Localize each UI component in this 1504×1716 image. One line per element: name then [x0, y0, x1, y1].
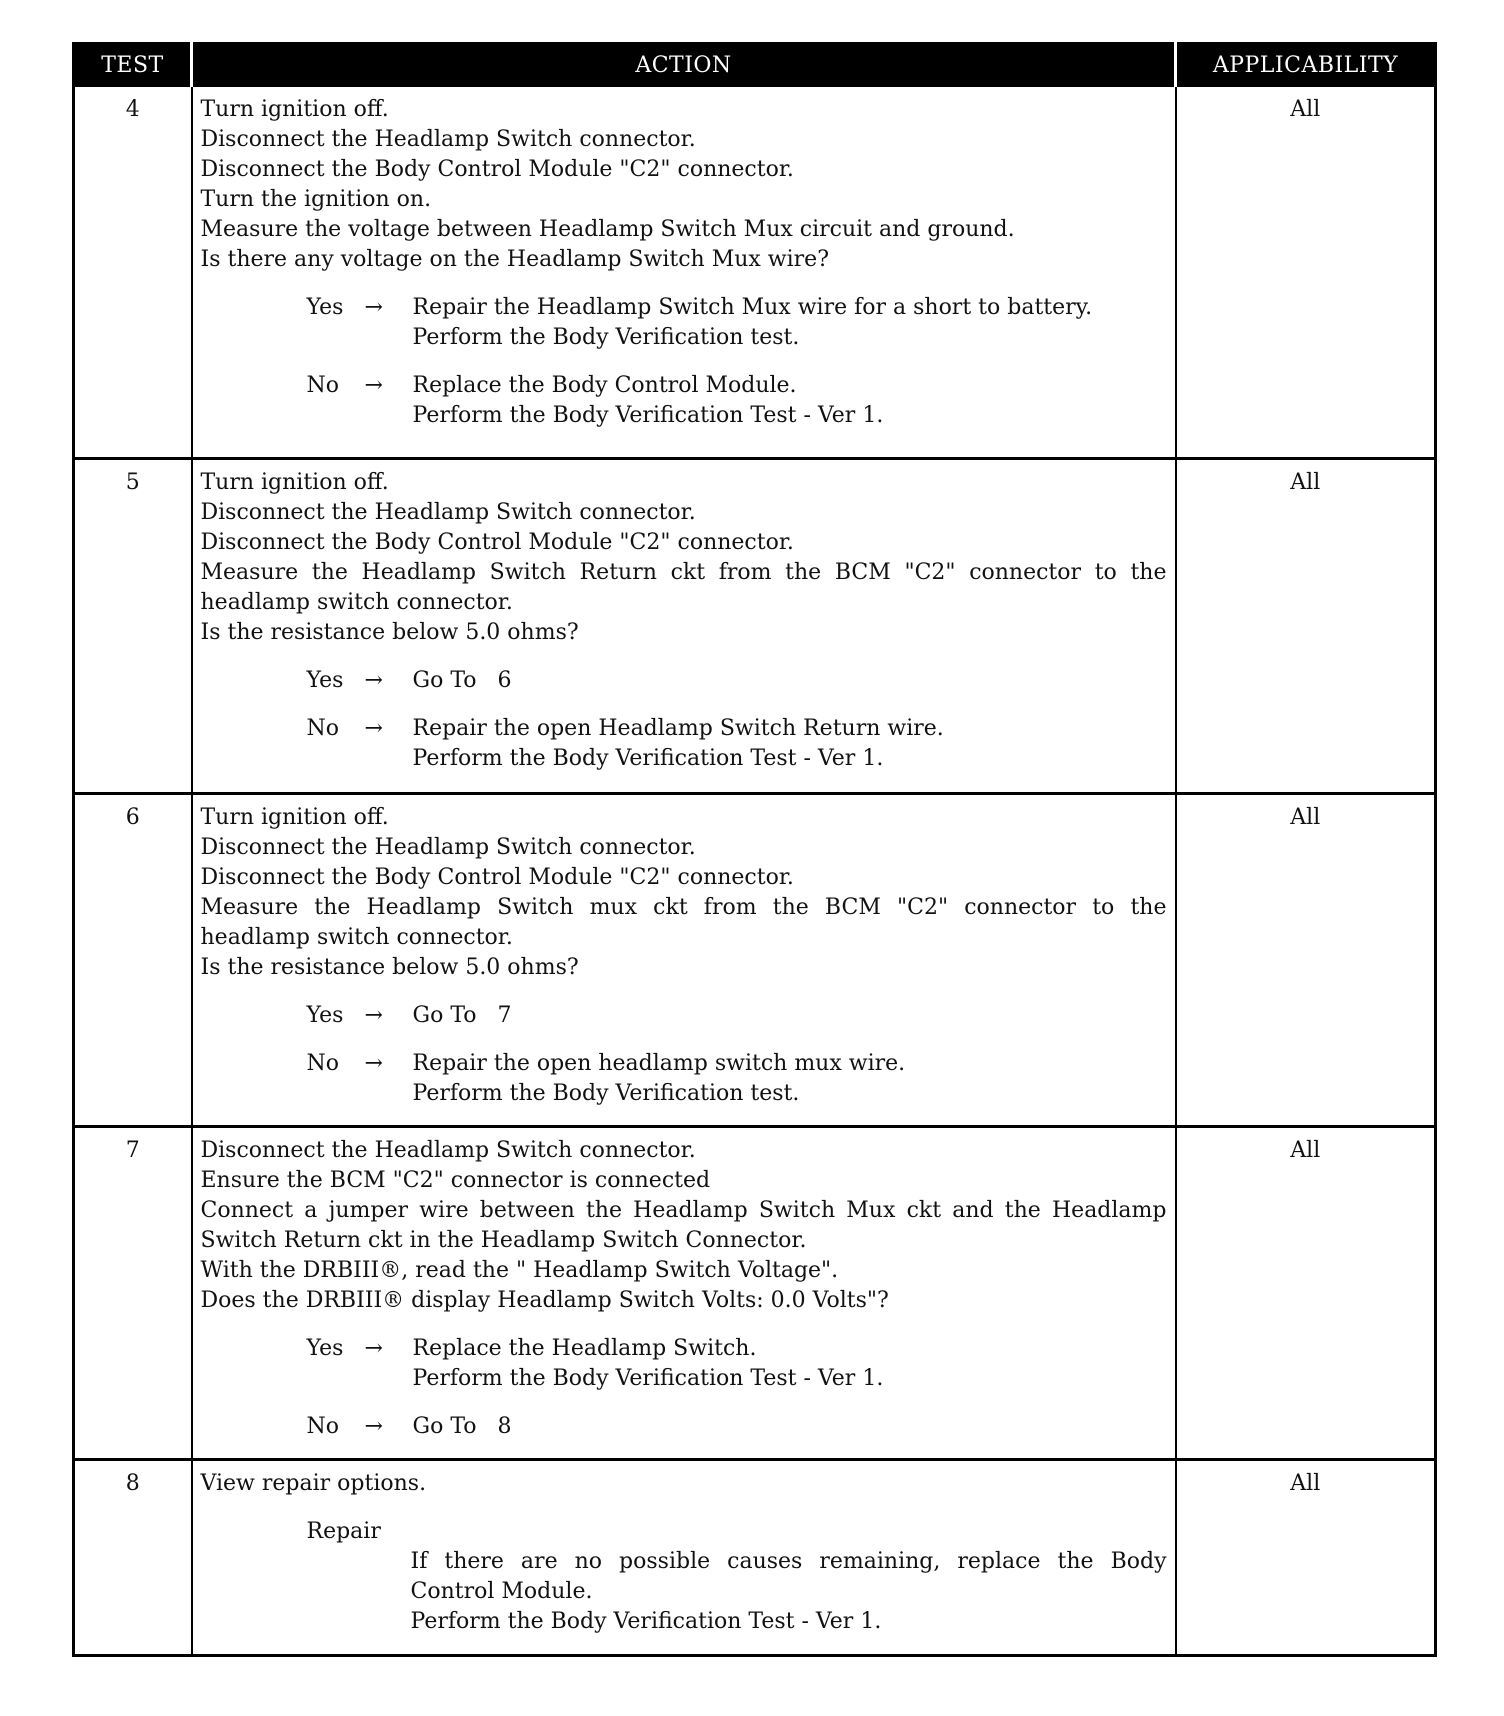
result-line: Perform the Body Verification Test - Ver 1.	[412, 1365, 884, 1391]
right-arrow-icon: →	[364, 667, 383, 693]
yes-result	[413, 293, 1167, 353]
action-step: Turn the ignition on.	[200, 187, 432, 212]
action-step: Turn ignition off.	[200, 804, 389, 830]
action-cell	[192, 1126, 1176, 1459]
goto-link[interactable]: Go To 6	[412, 667, 512, 693]
table-row-test-7	[74, 1126, 1436, 1459]
no-label: No	[306, 715, 339, 741]
repair-line: Perform the Body Verification Test - Ver 1.	[410, 1608, 882, 1634]
right-arrow-icon: →	[364, 1335, 383, 1361]
table-row-test-4	[74, 86, 1436, 458]
result-line: Perform the Body Verification Test - Ver 1.	[412, 403, 884, 428]
yes-branch	[307, 1001, 1167, 1031]
table-row-test-8	[74, 1459, 1436, 1655]
header-row	[74, 44, 1436, 87]
yes-label: Yes	[306, 1335, 344, 1361]
test-number: 4	[74, 86, 192, 458]
no-result	[413, 1049, 1167, 1109]
action-step: Measure the Headlamp Switch Return ckt from the BCM "C2" connector to the headlamp switch connector.	[200, 559, 1167, 615]
result-line: Replace the Body Control Module.	[412, 373, 797, 398]
applicability-value: All	[1176, 1459, 1436, 1655]
action-step: Connect a jumper wire between the Headlamp Switch Mux ckt and the Headlamp Switch Return ckt in the Headlamp Switch Connector.	[200, 1197, 1167, 1253]
yes-label: Yes	[306, 667, 344, 693]
test-number: 5	[74, 458, 192, 793]
action-step: Disconnect the Headlamp Switch connector.	[200, 1137, 696, 1163]
right-arrow-icon: →	[364, 295, 383, 320]
action-question: Does the DRBIII® display Headlamp Switch Volts: 0.0 Volts"?	[200, 1287, 889, 1313]
action-cell	[192, 793, 1176, 1126]
action-question: Is the resistance below 5.0 ohms?	[200, 619, 579, 645]
yes-label: Yes	[306, 1002, 344, 1028]
diagnostic-procedure-table	[72, 42, 1437, 1657]
action-step: Disconnect the Body Control Module "C2" connector.	[200, 157, 794, 182]
action-cell	[192, 1459, 1176, 1655]
result-line: Perform the Body Verification Test - Ver 1.	[412, 745, 884, 771]
procedure-table-wrapper	[72, 42, 1434, 1657]
action-step: Disconnect the Headlamp Switch connector.	[200, 834, 696, 860]
action-step: Disconnect the Headlamp Switch connector.	[200, 127, 696, 152]
right-arrow-icon: →	[364, 715, 383, 741]
table-row-test-6	[74, 793, 1436, 1126]
result-line: Repair the open Headlamp Switch Return wire.	[412, 715, 944, 741]
yes-result	[413, 1334, 1167, 1394]
repair-line: If there are no possible causes remaining, replace the Body Control Module.	[410, 1548, 1167, 1604]
goto-link[interactable]: Go To 7	[412, 1002, 512, 1028]
no-result	[413, 714, 1167, 774]
repair-text	[411, 1547, 1167, 1637]
yes-branch	[307, 293, 1167, 353]
action-step: Disconnect the Headlamp Switch connector.	[200, 499, 696, 525]
result-line: Repair the Headlamp Switch Mux wire for a short to battery.	[412, 295, 1093, 320]
no-branch	[307, 371, 1167, 431]
action-question: Is there any voltage on the Headlamp Switch Mux wire?	[200, 247, 829, 272]
action-cell	[192, 86, 1176, 458]
no-label: No	[306, 373, 339, 398]
result-line: Repair the open headlamp switch mux wire.	[412, 1050, 906, 1076]
header-action: ACTION	[192, 44, 1176, 87]
action-step: Disconnect the Body Control Module "C2" connector.	[200, 864, 794, 890]
action-step: With the DRBIII®, read the " Headlamp Switch Voltage".	[200, 1257, 839, 1283]
no-label: No	[306, 1413, 339, 1439]
applicability-value: All	[1176, 458, 1436, 793]
result-line: Perform the Body Verification test.	[412, 325, 800, 350]
applicability-value: All	[1176, 86, 1436, 458]
right-arrow-icon: →	[364, 1050, 383, 1076]
right-arrow-icon: →	[364, 1002, 383, 1028]
table-row-test-5	[74, 458, 1436, 793]
header-applicability: APPLICABILITY	[1176, 44, 1436, 87]
no-branch	[307, 714, 1167, 774]
repair-block	[307, 1517, 1167, 1637]
yes-result	[413, 666, 1167, 696]
right-arrow-icon: →	[364, 1413, 383, 1439]
header-test: TEST	[74, 44, 192, 87]
action-step: Disconnect the Body Control Module "C2" connector.	[200, 529, 794, 555]
result-line: Replace the Headlamp Switch.	[412, 1335, 757, 1361]
action-step: Ensure the BCM "C2" connector is connected	[200, 1167, 711, 1193]
no-result	[413, 1412, 1167, 1442]
no-result	[413, 371, 1167, 431]
yes-label: Yes	[306, 295, 344, 320]
test-number: 8	[74, 1459, 192, 1655]
action-step: Turn ignition off.	[200, 469, 389, 495]
action-cell	[192, 458, 1176, 793]
test-number: 7	[74, 1126, 192, 1459]
action-question: Is the resistance below 5.0 ohms?	[200, 954, 579, 980]
applicability-value: All	[1176, 793, 1436, 1126]
yes-branch	[307, 666, 1167, 696]
applicability-value: All	[1176, 1126, 1436, 1459]
yes-result	[413, 1001, 1167, 1031]
result-line: Perform the Body Verification test.	[412, 1080, 800, 1106]
table-header	[74, 44, 1436, 87]
action-step: Turn ignition off.	[200, 97, 389, 122]
no-branch	[307, 1049, 1167, 1109]
goto-link[interactable]: Go To 8	[412, 1413, 512, 1439]
test-number: 6	[74, 793, 192, 1126]
action-step: Measure the voltage between Headlamp Switch Mux circuit and ground.	[200, 217, 1015, 242]
action-step: View repair options.	[200, 1470, 427, 1496]
right-arrow-icon: →	[364, 373, 383, 398]
yes-branch	[307, 1334, 1167, 1394]
no-branch	[307, 1412, 1167, 1442]
repair-label: Repair	[306, 1518, 381, 1544]
action-step: Measure the Headlamp Switch mux ckt from the BCM "C2" connector to the headlamp switch connector.	[200, 894, 1167, 950]
no-label: No	[306, 1050, 339, 1076]
